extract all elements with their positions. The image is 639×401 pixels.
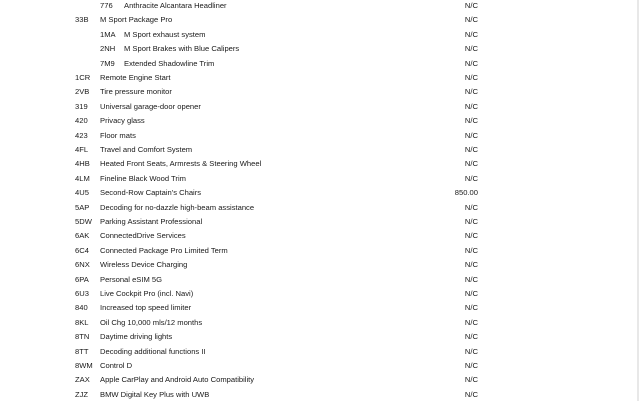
option-price: N/C bbox=[464, 389, 478, 399]
option-description: M Sport Brakes with Blue Calipers bbox=[124, 44, 240, 54]
list-item bbox=[0, 229, 639, 243]
option-code: 1CR bbox=[75, 73, 91, 82]
list-item bbox=[0, 0, 639, 13]
option-price: N/C bbox=[464, 245, 478, 255]
option-code: 6PA bbox=[75, 274, 89, 284]
option-code: 6C4 bbox=[75, 245, 89, 255]
option-code: 7M9 bbox=[100, 58, 115, 68]
option-code: 8TT bbox=[75, 346, 89, 356]
option-price: N/C bbox=[464, 145, 478, 154]
option-description: Wireless Device Charging bbox=[100, 260, 188, 270]
option-description: Personal eSIM 5G bbox=[100, 274, 163, 284]
option-description: M Sport Package Pro bbox=[100, 15, 173, 25]
option-code: ZJZ bbox=[75, 389, 89, 399]
option-code: 6U3 bbox=[75, 289, 89, 298]
list-item bbox=[0, 244, 639, 258]
option-price: N/C bbox=[464, 101, 478, 111]
option-description: Privacy glass bbox=[100, 116, 145, 126]
list-item bbox=[0, 13, 639, 27]
list-item bbox=[0, 172, 639, 186]
option-price: N/C bbox=[464, 202, 478, 212]
option-price: N/C bbox=[464, 159, 478, 169]
option-code: 8KL bbox=[75, 317, 89, 327]
option-price: N/C bbox=[464, 274, 478, 284]
list-item bbox=[0, 388, 639, 401]
option-description: ConnectedDrive Services bbox=[100, 231, 186, 241]
list-item bbox=[0, 114, 639, 128]
list-item bbox=[0, 85, 639, 99]
list-item bbox=[0, 359, 639, 373]
option-price: N/C bbox=[464, 173, 478, 183]
option-price: 850.00 bbox=[454, 188, 478, 198]
option-price: N/C bbox=[464, 375, 478, 385]
option-code: 319 bbox=[75, 101, 88, 111]
option-description: M Sport exhaust system bbox=[124, 29, 206, 39]
option-price: N/C bbox=[464, 217, 478, 226]
option-price: N/C bbox=[464, 332, 478, 342]
option-description: BMW Digital Key Plus with UWB bbox=[100, 389, 210, 399]
option-price: N/C bbox=[464, 29, 478, 39]
option-description: Decoding additional functions II bbox=[100, 346, 206, 356]
option-price: N/C bbox=[464, 231, 478, 241]
option-price: N/C bbox=[464, 87, 478, 97]
option-description: Second-Row Captain's Chairs bbox=[100, 188, 202, 198]
list-item bbox=[0, 301, 639, 315]
option-code: 5AP bbox=[75, 202, 90, 212]
option-description: Tire pressure monitor bbox=[100, 87, 172, 97]
list-item bbox=[0, 345, 639, 359]
option-code: 6NX bbox=[75, 260, 90, 270]
option-price: N/C bbox=[464, 73, 478, 82]
list-item bbox=[0, 28, 639, 42]
option-code: 1MA bbox=[100, 29, 116, 39]
option-price: N/C bbox=[464, 260, 478, 270]
option-code: 5DW bbox=[75, 217, 92, 226]
option-code: 840 bbox=[75, 303, 88, 313]
list-item bbox=[0, 157, 639, 171]
option-code: 2NH bbox=[100, 44, 116, 54]
option-description: Daytime driving lights bbox=[100, 332, 173, 342]
option-code: 420 bbox=[75, 116, 88, 126]
option-description: Oil Chg 10,000 mls/12 months bbox=[100, 317, 203, 327]
list-item bbox=[0, 186, 639, 200]
option-price: N/C bbox=[464, 116, 478, 126]
list-item bbox=[0, 42, 639, 56]
list-item bbox=[0, 143, 639, 157]
option-description: Apple CarPlay and Android Auto Compatibility bbox=[100, 375, 255, 385]
option-price: N/C bbox=[464, 1, 478, 10]
list-item bbox=[0, 258, 639, 272]
option-description: Heated Front Seats, Armrests & Steering Wheel bbox=[100, 159, 262, 169]
option-description: Increased top speed limiter bbox=[100, 303, 192, 313]
option-price: N/C bbox=[464, 289, 478, 298]
option-code: 6AK bbox=[75, 231, 90, 241]
option-price: N/C bbox=[464, 130, 478, 140]
list-item bbox=[0, 287, 639, 301]
option-description: Decoding for no-dazzle high-beam assistance bbox=[100, 202, 255, 212]
option-code: 4HB bbox=[75, 159, 90, 169]
option-description: Anthracite Alcantara Headliner bbox=[124, 1, 227, 10]
option-code: 8WM bbox=[75, 361, 93, 370]
option-description: Connected Package Pro Limited Term bbox=[100, 245, 228, 255]
list-item bbox=[0, 201, 639, 215]
option-code: 8TN bbox=[75, 332, 90, 342]
list-item bbox=[0, 373, 639, 387]
option-description: Remote Engine Start bbox=[100, 73, 171, 82]
list-item bbox=[0, 273, 639, 287]
list-item bbox=[0, 215, 639, 229]
option-price: N/C bbox=[464, 361, 478, 370]
list-item bbox=[0, 57, 639, 71]
list-item bbox=[0, 129, 639, 143]
option-price: N/C bbox=[464, 317, 478, 327]
option-price: N/C bbox=[464, 346, 478, 356]
list-item bbox=[0, 100, 639, 114]
option-description: Live Cockpit Pro (incl. Navi) bbox=[100, 289, 194, 298]
option-code: 4LM bbox=[75, 173, 90, 183]
option-description: Floor mats bbox=[100, 130, 136, 140]
option-price: N/C bbox=[464, 303, 478, 313]
option-description: Fineline Black Wood Trim bbox=[100, 173, 186, 183]
option-code: 4FL bbox=[75, 145, 89, 154]
option-description: Travel and Comfort System bbox=[100, 145, 193, 154]
list-item bbox=[0, 330, 639, 344]
option-code: 776 bbox=[100, 1, 113, 10]
option-code: 33B bbox=[75, 15, 89, 25]
list-item bbox=[0, 316, 639, 330]
option-code: 2VB bbox=[75, 87, 90, 97]
option-description: Parking Assistant Professional bbox=[100, 217, 203, 226]
option-code: 4U5 bbox=[75, 188, 89, 198]
option-price: N/C bbox=[464, 44, 478, 54]
option-code: ZAX bbox=[75, 375, 90, 385]
option-price: N/C bbox=[464, 15, 478, 25]
option-price: N/C bbox=[464, 58, 478, 68]
option-description: Extended Shadowline Trim bbox=[124, 58, 215, 68]
list-item bbox=[0, 71, 639, 85]
option-description: Universal garage-door opener bbox=[100, 101, 201, 111]
option-code: 423 bbox=[75, 130, 88, 140]
option-description: Control D bbox=[100, 361, 133, 370]
